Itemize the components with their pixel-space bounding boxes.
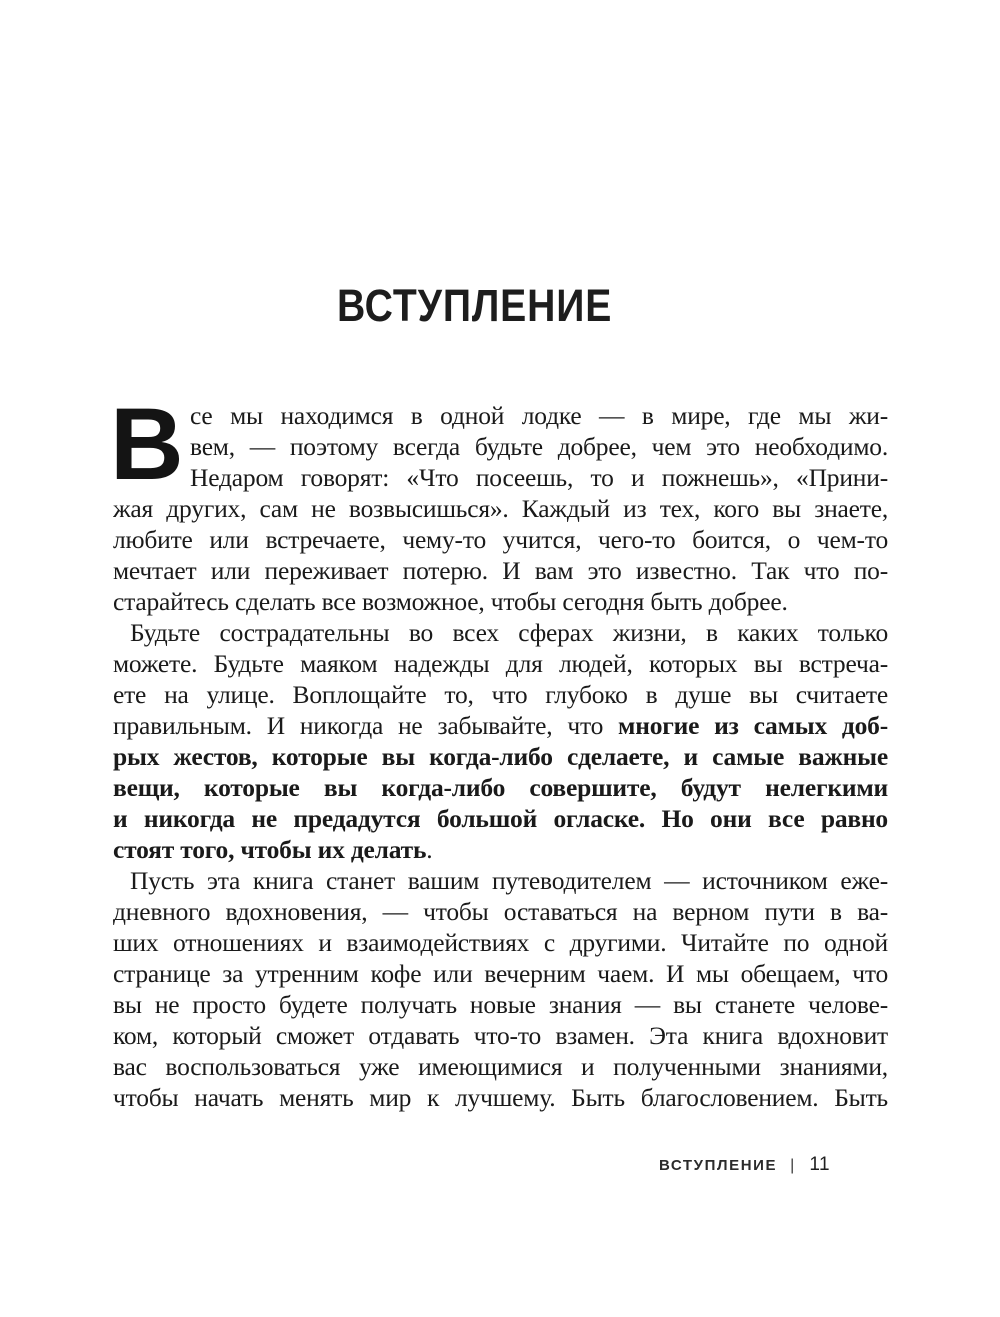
text-line xyxy=(190,431,888,462)
text-line xyxy=(190,462,888,493)
text-line xyxy=(113,493,888,524)
text-line xyxy=(113,896,888,927)
text-line xyxy=(113,555,888,586)
text-line xyxy=(113,648,888,679)
text-segment: Будьте сострадательны во всех сферах жизни, в каких только xyxy=(130,618,888,647)
text-segment: вы не просто будете получать новые знания — вы станете челове- xyxy=(113,990,888,1019)
text-segment: дневного вдохновения, — чтобы оставаться на верном пути в ва- xyxy=(113,897,888,926)
bold-text-segment: стоят того, чтобы их делать xyxy=(113,835,427,864)
text-line xyxy=(113,710,888,741)
text-segment: мечтает или переживает потерю. И вам это известно. Так что по- xyxy=(113,556,888,585)
text-segment: се мы находимся в одной лодке — в мире, где мы жи- xyxy=(190,401,888,430)
bold-text-segment: рых жестов, которые вы когда-либо сделаете, и самые важные xyxy=(113,742,888,771)
text-segment: ете на улице. Воплощайте то, что глубоко в душе вы считаете xyxy=(113,680,888,709)
text-segment: ших отношениях и взаимодействиях с другими. Читайте по одной xyxy=(113,928,888,957)
bold-text-segment: многие из самых доб- xyxy=(618,711,888,740)
text-line xyxy=(113,865,888,896)
text-line xyxy=(113,586,888,617)
text-line xyxy=(113,958,888,989)
text-segment: любите или встречаете, чему-то учится, чего-то боится, о чем-то xyxy=(113,525,888,554)
footer-page-number: 11 xyxy=(809,1154,831,1175)
text-segment: . xyxy=(426,835,433,864)
text-line xyxy=(113,679,888,710)
text-segment: можете. Будьте маяком надежды для людей, которых вы встреча- xyxy=(113,649,888,678)
text-segment: ком, который сможет отдавать что-то взамен. Эта книга вдохновит xyxy=(113,1021,888,1050)
footer-separator: | xyxy=(790,1157,795,1174)
text-line xyxy=(113,772,888,803)
body-text-block xyxy=(110,387,888,1113)
bold-text-segment: вещи, которые вы когда-либо совершите, будут нелегкими xyxy=(113,773,888,802)
drop-cap-letter: В xyxy=(110,387,184,501)
footer-section-label: ВСТУПЛЕНИЕ xyxy=(659,1157,778,1174)
text-segment: вас воспользоваться уже имеющимися и полученными знаниями, xyxy=(113,1052,888,1081)
chapter-title: ВСТУПЛЕНИЕ xyxy=(337,280,613,331)
text-segment: чтобы начать менять мир к лучшему. Быть благословением. Быть xyxy=(113,1083,888,1112)
text-segment: правильным. И никогда не забывайте, что xyxy=(113,711,619,740)
text-segment: Недаром говорят: «Что посеешь, то и пожнешь», «Прини- xyxy=(190,463,888,492)
text-line xyxy=(113,1020,888,1051)
bold-text-segment: и никогда не предадутся большой огласке. Но они все равно xyxy=(113,804,888,833)
paragraphs-container xyxy=(113,400,888,1113)
text-segment: жая других, сам не возвысишься». Каждый из тех, кого вы знаете, xyxy=(113,494,888,523)
text-segment: старайтесь сделать все возможное, чтобы сегодня быть добрее. xyxy=(113,587,788,616)
text-line xyxy=(113,1082,888,1113)
text-line xyxy=(113,927,888,958)
text-line xyxy=(113,741,888,772)
text-line xyxy=(113,524,888,555)
text-line xyxy=(113,803,888,834)
text-line xyxy=(190,400,888,431)
text-segment: Пусть эта книга станет вашим путеводителем — источником еже- xyxy=(130,866,888,895)
text-line xyxy=(113,1051,888,1082)
text-segment: вем, — поэтому всегда будьте добрее, чем это необходимо. xyxy=(190,432,888,461)
text-line xyxy=(113,989,888,1020)
text-line xyxy=(113,834,888,865)
text-segment: странице за утренним кофе или вечерним чаем. И мы обещаем, что xyxy=(113,959,888,988)
text-line xyxy=(113,617,888,648)
page-footer xyxy=(659,1154,830,1176)
